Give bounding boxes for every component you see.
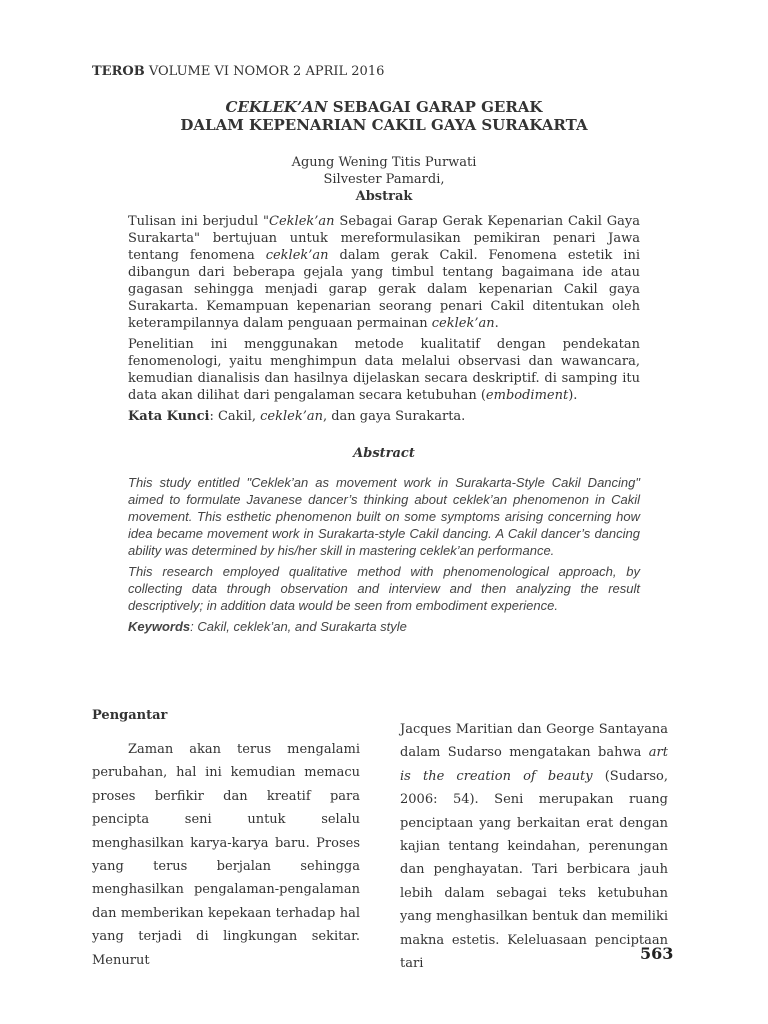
abstrak-heading: Abstrak [355, 189, 413, 204]
title-line1: SEBAGAI GARAP GERAK [327, 98, 543, 116]
abstract-heading: Abstract [353, 446, 415, 461]
issue-info: VOLUME VI NOMOR 2 APRIL 2016 [148, 64, 385, 79]
keywords: Keywords: Cakil, ceklek’an, and Surakarta style [128, 619, 407, 634]
abstract-body [128, 474, 640, 639]
author-2: Silvester Pamardi, [323, 172, 445, 187]
body-paragraph-left: Zaman akan terus mengalami perubahan, hal ini kemudian memacu proses berfikir dan kreatif para pencipta seni untuk selalu menghasilkan karya-karya baru. Proses yang terus berjalan sehingga menghasilkan pengalaman-pengalaman dan memberikan kepekaan terhadap hal yang terjadi di lingkungan sekitar. Menurut [92, 742, 360, 968]
kata-kunci: Kata Kunci: Cakil, ceklek’an, dan gaya Surakarta. [128, 409, 466, 424]
running-header [92, 64, 384, 79]
author-block [92, 154, 676, 205]
page-number: 563 [640, 944, 674, 963]
abstrak-paragraph-2: Penelitian ini menggunakan metode kualitatif dengan pendekatan fenomenologi, yaitu menghimpun data melalui observasi dan wawancara, kemudian dianalisis dan hasilnya dijelaskan secara deskriptif. di samping itu data akan dilihat dari pengalaman secara ketubuhan (embodiment). [128, 337, 640, 403]
abstrak-paragraph-1: Tulisan ini berjudul "Ceklek’an Sebagai Garap Gerak Kepenarian Cakil Gaya Surakarta" bertujuan untuk mereformulasikan pemikiran penari Jawa tentang fenomena ceklek’an dalam gerak Cakil. Fenomena estetik ini dibangun dari beberapa gejala yang timbul tentang bagaimana ide atau gagasan sehingga menjadi garap gerak dalam kepenarian Cakil gaya Surakarta. Kemampuan kepenarian seorang penari Cakil ditentukan oleh keterampilannya dalam penguaan permainan ceklek’an. [128, 214, 640, 331]
body-paragraph-right: Jacques Maritian dan George Santayana dalam Sudarso mengatakan bahwa art is the creation of beauty (Sudarso, 2006: 54). Seni merupakan ruang penciptaan yang berkaitan erat dengan kajian tentang keindahan, perenungan dan penghayatan. Tari berbicara jauh lebih dalam sebagai teks ketubuhan yang menghasilkan bentuk dan memiliki makna estetis. Keleluasaan penciptaan tari [400, 722, 668, 972]
journal-name: TEROB [92, 64, 145, 79]
title-line2: DALAM KEPENARIAN CAKIL GAYA SURAKARTA [180, 116, 588, 134]
section-heading: Pengantar [92, 708, 168, 723]
body-left-column [92, 738, 360, 972]
abstrak-body [128, 213, 640, 429]
body-right-column [400, 718, 668, 975]
author-1: Agung Wening Titis Purwati [291, 155, 477, 170]
article-title [92, 98, 676, 134]
title-italic-term: CEKLEK’AN [225, 98, 328, 116]
abstract-paragraph-1: This study entitled "Ceklek’an as movement work in Surakarta-Style Cakil Dancing" aimed to formulate Javanese dancer’s thinking about ceklek’an phenomenon in Cakil movement. This esthetic phenomenon built on some symptoms arising concerning how idea became movement work in Surakarta-style Cakil dancing. A Cakil dancer’s dancing ability was determined by his/her skill in mastering ceklek’an performance. [128, 475, 640, 558]
abstract-paragraph-2: This research employed qualitative method with phenomenological approach, by collecting data through observation and interview and then analyzing the result descriptively; in addition data would be seen from embodiment experience. [128, 564, 640, 613]
